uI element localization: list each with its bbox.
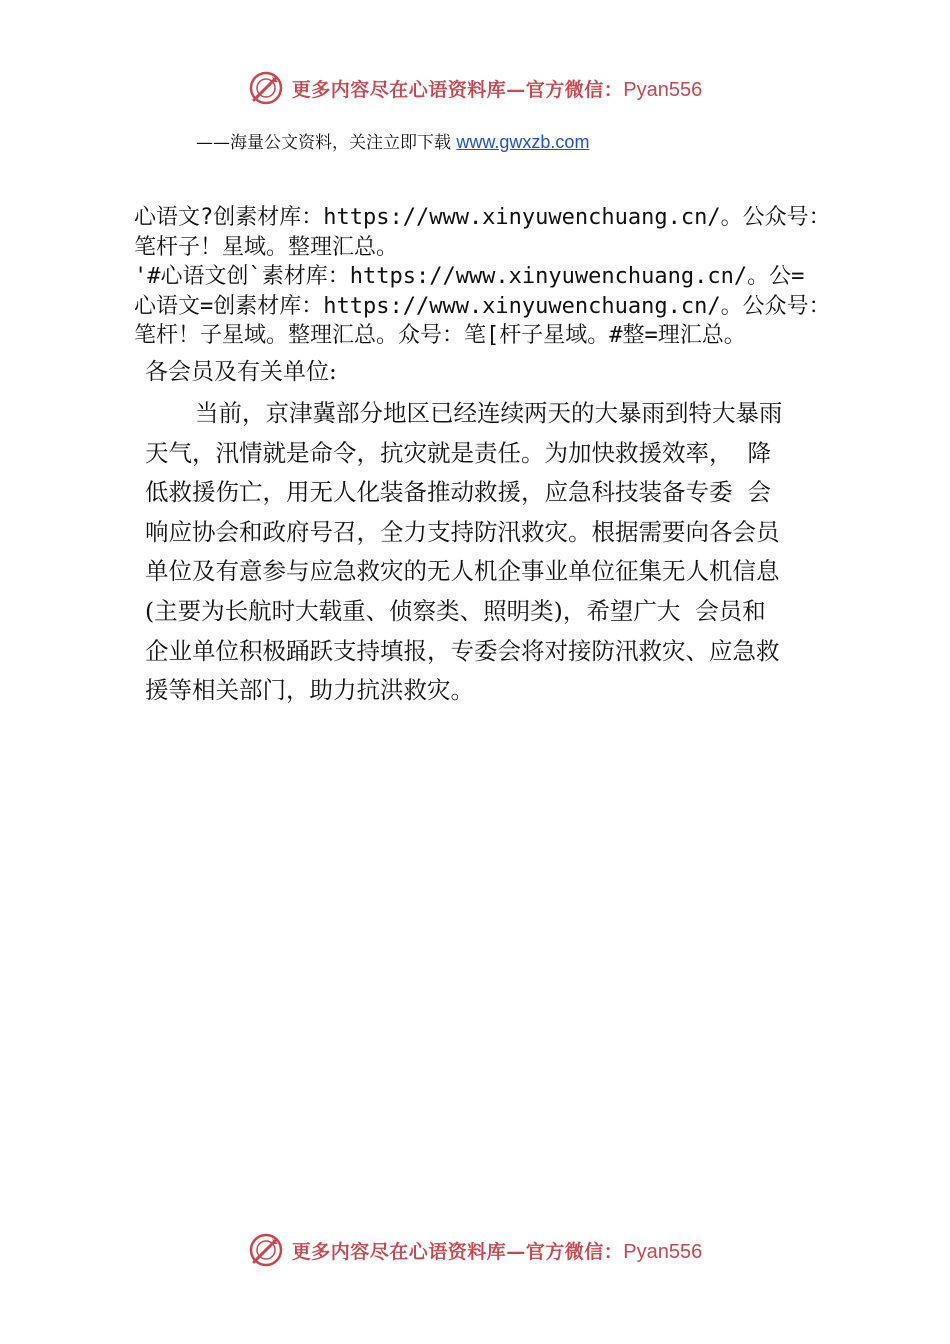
tagline	[196, 128, 589, 153]
watermark-line: 心语文=创素材库：https://www.xinyuwenchuang.cn/。公众号：	[134, 293, 831, 319]
brand-logo-icon	[248, 1232, 284, 1268]
body-line: 响应协会和政府号召，全力支持防汛救灾。根据需要向各会员	[145, 517, 780, 546]
body-line: 天气，汛情就是命令，抗灾就是责任。为加快救援效率， 降	[145, 438, 771, 467]
header-banner-content	[248, 70, 702, 106]
watermark-line: 心语文?创素材库：https://www.xinyuwenchuang.cn/。公众号：	[134, 205, 831, 230]
header-banner-text	[292, 75, 702, 102]
footer-banner	[0, 1232, 950, 1268]
footer-wechat-id: Pyan556	[623, 1240, 703, 1263]
footer-banner-label: 更多内容尽在心语资料库—官方微信：	[291, 1240, 624, 1263]
brand-logo-icon	[248, 70, 284, 106]
watermark-line: '#心语文创`素材库：https://www.xinyuwenchuang.cn/。公=	[134, 264, 805, 289]
body-paragraph	[145, 394, 845, 711]
salutation: 各会员及有关单位:	[145, 359, 337, 385]
header-banner	[0, 70, 950, 106]
body-line: 当前，京津冀部分地区已经连续两天的大暴雨到特大暴雨	[195, 399, 783, 427]
watermark-line: 笔杆子！星域。整理汇总。	[134, 234, 399, 260]
watermark-text-block	[134, 203, 864, 351]
footer-banner-text	[292, 1237, 702, 1264]
body-line: 援等相关部门，助力抗洪救灾。	[145, 676, 474, 705]
body-line: 低救援伤亡，用无人化装备推动救援，应急科技装备专委 会	[145, 478, 771, 507]
tagline-text: ——海量公文资料，关注立即下载	[196, 133, 457, 153]
watermark-line: 笔杆！子星域。整理汇总。众号：笔[杆子星域。#整=理汇总。	[134, 323, 746, 348]
body-line: (主要为长航时大载重、侦察类、照明类)，希望广大 会员和	[145, 596, 766, 625]
footer-banner-content	[248, 1232, 702, 1268]
header-banner-label: 更多内容尽在心语资料库—官方微信：	[291, 78, 624, 101]
body-line: 企业单位积极踊跃支持填报，专委会将对接防汛救灾、应急救	[145, 636, 780, 665]
body-line: 单位及有意参与应急救灾的无人机企事业单位征集无人机信息	[145, 557, 780, 586]
download-link[interactable]: www.gwxzb.com	[456, 132, 590, 152]
header-wechat-id: Pyan556	[623, 78, 703, 101]
